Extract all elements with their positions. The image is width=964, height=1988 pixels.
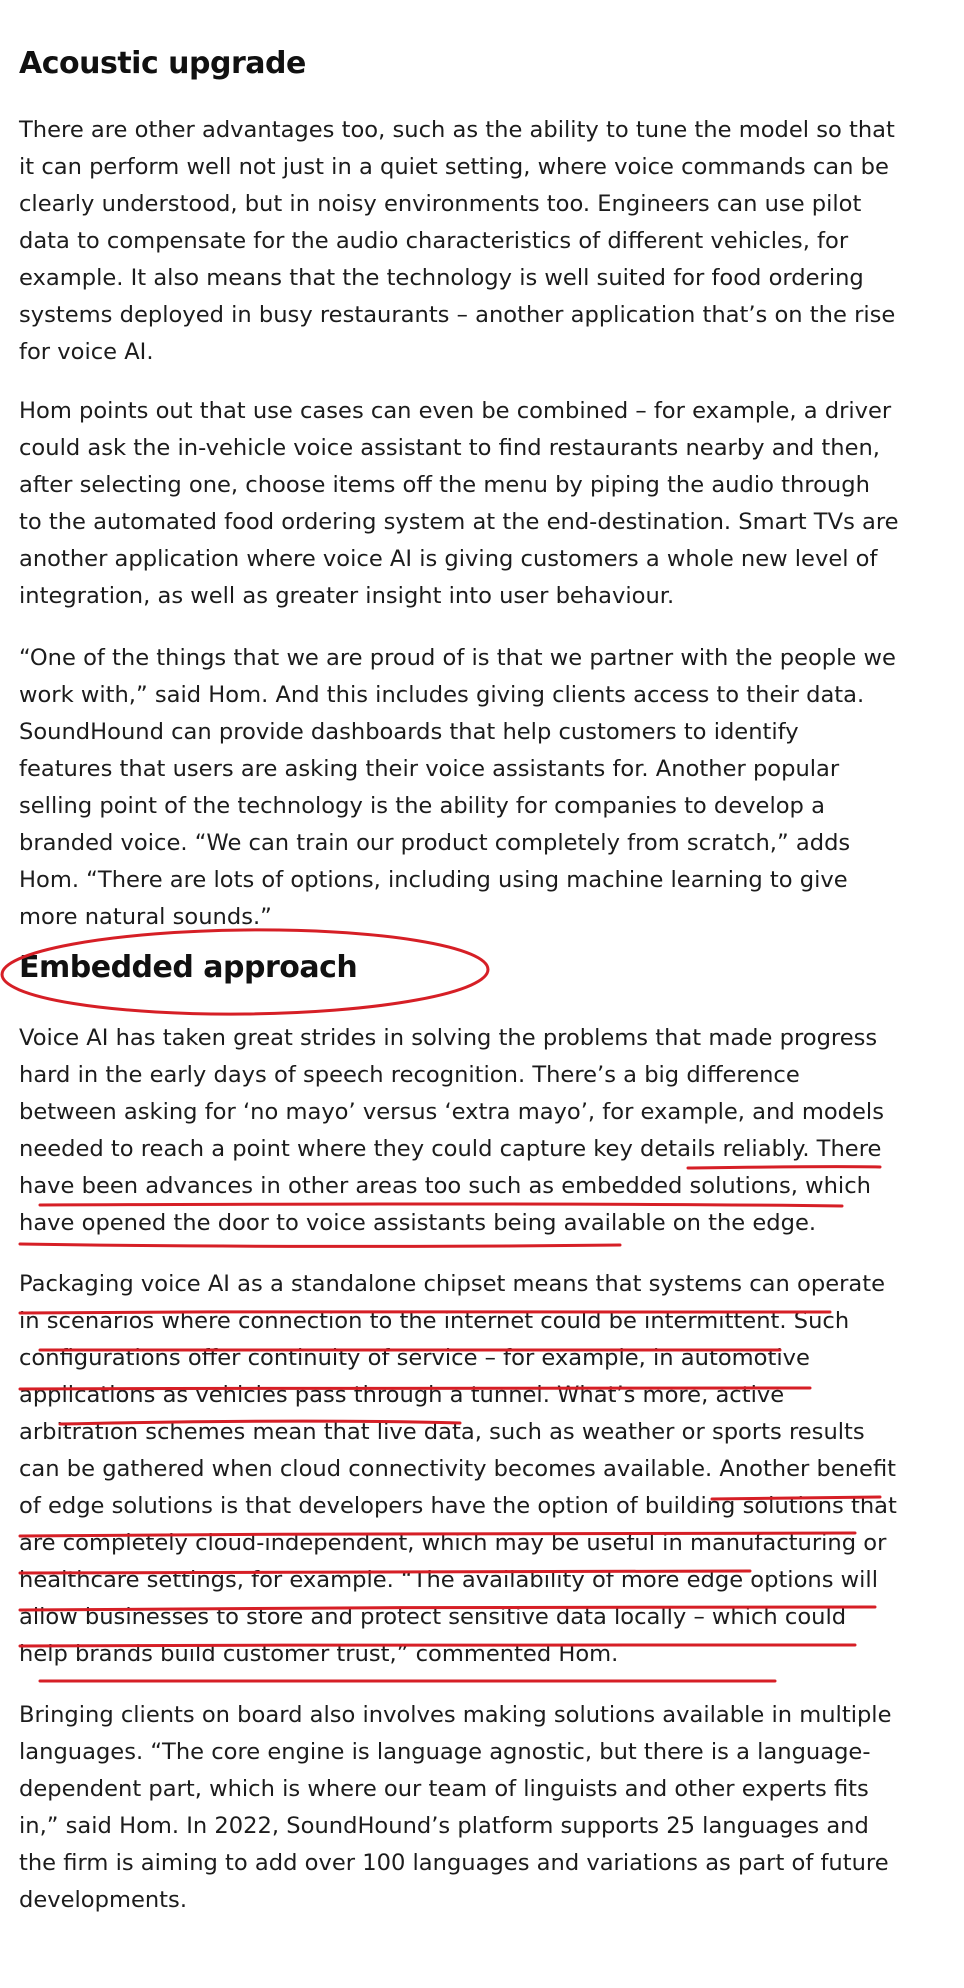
section-heading-acoustic-upgrade: Acoustic upgrade [19,46,306,81]
paragraph: Voice AI has taken great strides in solving the problems that made progress hard in the early days of speech recognition. There’s a big difference between asking for ‘no mayo’ versus ‘extra mayo’, for example, and models needed to reach a point where they could capture key details reliably. There have been advances in other areas too such as embedded solutions, which have opened the door to voice assistants being available on the edge. [19,1025,884,1236]
paragraph: Bringing clients on board also involves making solutions available in multiple languages. “The core engine is language agnostic, but there is a language-dependent part, which is where our team of linguists and other experts fits in,” said Hom. In 2022, SoundHound’s platform supports 25 languages and the firm is aiming to add over 100 languages and variations as part of future developments. [19,1702,892,1913]
underline-mark [40,1680,775,1681]
underline-mark [20,1244,620,1246]
paragraph: Packaging voice AI as a standalone chipset means that systems can operate in scenarios where connection to the internet could be intermittent. Such configurations offer continuity of service – for example, in automotive applications as vehicles pass through a tunnel. What’s more, active arbitration schemes mean that live data, such as weather or sports results can be gathered when cloud connectivity becomes available. Another benefit of edge solutions is that developers have the option of building solutions that are completely cloud-independent, which may be useful in manufacturing or healthcare settings, for example. “The availability of more edge options will allow businesses to store and protect sensitive data locally – which could help brands build customer trust,” commented Hom. [19,1271,897,1667]
section-heading-embedded-approach: Embedded approach [19,950,358,985]
paragraph: “One of the things that we are proud of is that we partner with the people we work with,” said Hom. And this includes giving clients access to their data. SoundHound can provide dashboards that help customers to identify features that users are asking their voice assistants for. Another popular selling point of the technology is the ability for companies to develop a branded voice. “We can train our product completely from scratch,” adds Hom. “There are lots of options, including using machine learning to give more natural sounds.” [19,645,896,930]
paragraph: Hom points out that use cases can even be combined – for example, a driver could ask the in-vehicle voice assistant to find restaurants nearby and then, after selecting one, choose items off the menu by piping the audio through to the automated food ordering system at the end-destination. Smart TVs are another application where voice AI is giving customers a whole new level of integration, as well as greater insight into user behaviour. [19,398,899,609]
paragraph: There are other advantages too, such as the ability to tune the model so that it can perform well not just in a quiet setting, where voice commands can be clearly understood, but in noisy environments too. Engineers can use pilot data to compensate for the audio characteristics of different vehicles, for example. It also means that the technology is well suited for food ordering systems deployed in busy restaurants – another application that’s on the rise for voice AI. [19,117,896,365]
